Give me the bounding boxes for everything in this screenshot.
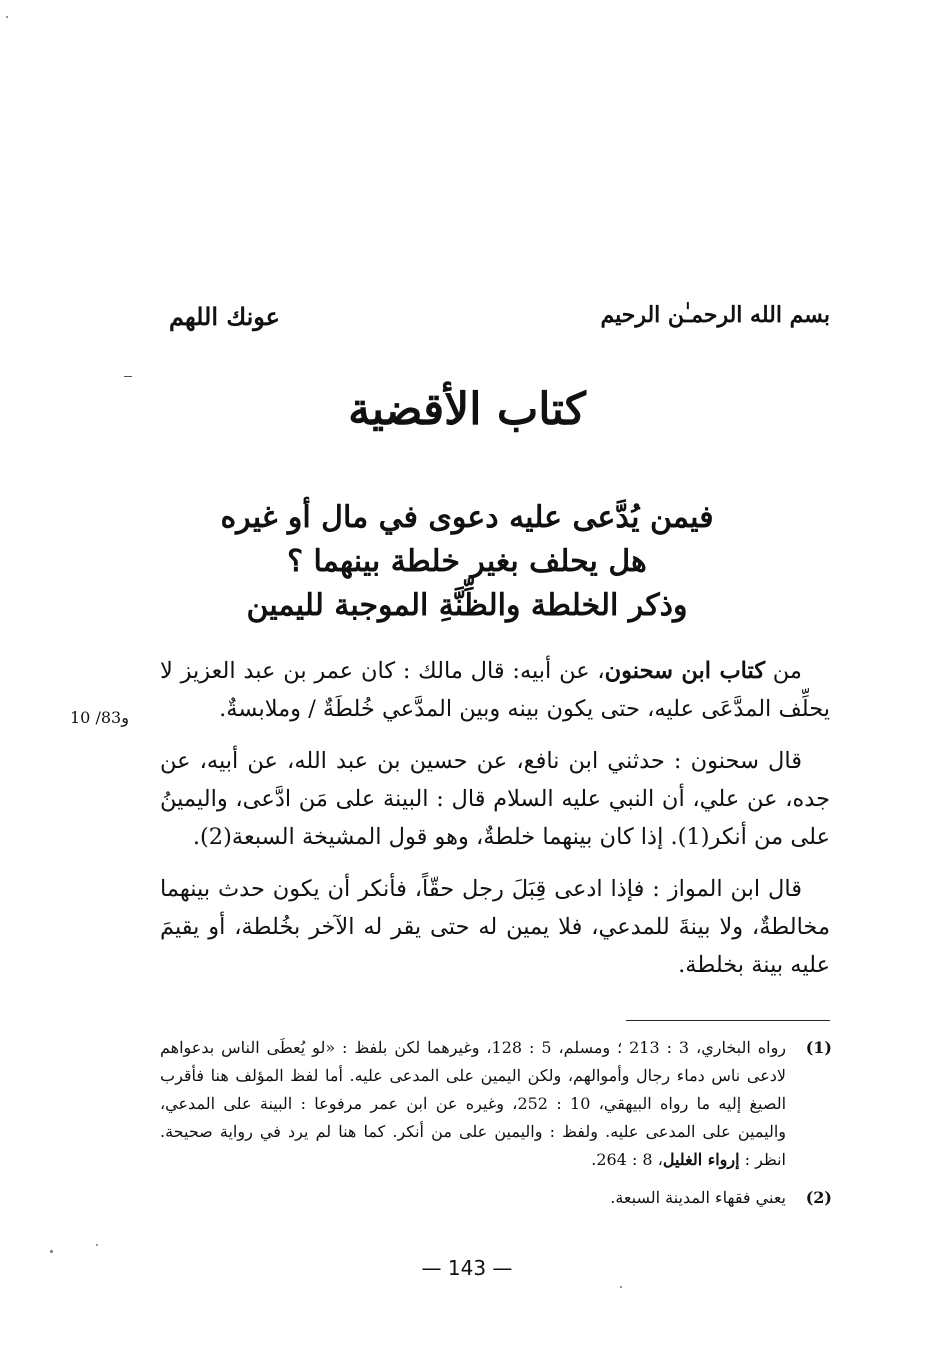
chapter-heading-line-1: فيمن يُدَّعى عليه دعوى في مال أو غيره (220, 500, 714, 535)
footnote-2 (160, 1184, 832, 1212)
footnote-1-cited-work: إرواء الغليل (662, 1150, 740, 1169)
paragraph-3: قال ابن المواز : فإذا ادعى قِبَلَ رجل حقّاً، فأنكر أن يكون حدث بينهما مخالطةٌ، ولا بينةَ للمدعي، فلا يمين له حتى يقر له الآخر بخُلطة، أو يقيمَ عليه بينة بخلطة. (160, 876, 830, 978)
scan-speck (6, 16, 8, 18)
chapter-heading-line-3: وذكر الخلطة والظِّنَّةِ الموجبة لليمين (246, 588, 688, 623)
footnote-separator (626, 1020, 830, 1021)
scan-speck (50, 1250, 53, 1253)
page-number: — 143 — (421, 1256, 513, 1280)
footnote-1-body: رواه البخاري، 3 : 213 ؛ ومسلم، 5 : 128، وغيرهما لكن بلفظ : «لو يُعطَى الناس بدعواهم لادعى ناس دماء رجال وأموالهم، ولكن اليمين على المدعى عليه. أما لفظ المؤلف هنا فأقرب الصيغ إليه ما رواه البيهقي، 10 : 252، وغيره عن ابن عمر مرفوعا : البينة على المدعي، واليمين على المدعى عليه. ولفظ : واليمين على من أنكر. كما هنا لم يرد في رواية صحيحة. انظر : (160, 1038, 787, 1169)
paragraph-1-rest: ، عن أبيه: قال مالك : كان عمر بن عبد العزيز لا يحلِّف المدَّعَى عليه، حتى يكون بينه وبين المدَّعي خُلطَةٌ / وملابسةٌ. (160, 658, 830, 722)
paragraph-1-lead: من (765, 658, 802, 684)
marginal-folio-note: 10 /83و (70, 708, 129, 727)
scan-speck (96, 1244, 98, 1246)
margin-mark (124, 376, 132, 377)
footnotes (160, 1034, 832, 1222)
footnote-1-tail: ، 8 : 264. (591, 1150, 663, 1169)
invocation: عونك اللهم (169, 302, 280, 331)
footnote-text: يعني فقهاء المدينة السبعة. (610, 1188, 786, 1207)
paragraph-2: قال سحنون : حدثني ابن نافع، عن حسين بن عبد الله، عن أبيه، عن جده، عن علي، أن النبي عليه السلام قال : البينة على مَن ادَّعى، واليمينُ على من أنكر(1). إذا كان بينهما خلطةٌ، وهو قول المشيخة السبعة(2). (160, 748, 830, 850)
footnote-text (160, 1034, 786, 1174)
chapter-heading-line-2: هل يحلف بغير خلطة بينهما ؟ (287, 544, 647, 579)
basmala: بسم الله الرحمـٰن الرحيم (600, 302, 830, 328)
footnote-number: (2) (805, 1188, 832, 1207)
body-text (160, 652, 830, 998)
footnote-number: (1) (805, 1038, 832, 1057)
paragraph-1 (160, 652, 830, 728)
book-title: كتاب الأقضية (348, 384, 586, 435)
scan-speck (620, 1286, 622, 1288)
source-title: كتاب ابن سحنون (604, 658, 766, 684)
footnote-1 (160, 1034, 832, 1174)
chapter-heading (200, 496, 734, 628)
